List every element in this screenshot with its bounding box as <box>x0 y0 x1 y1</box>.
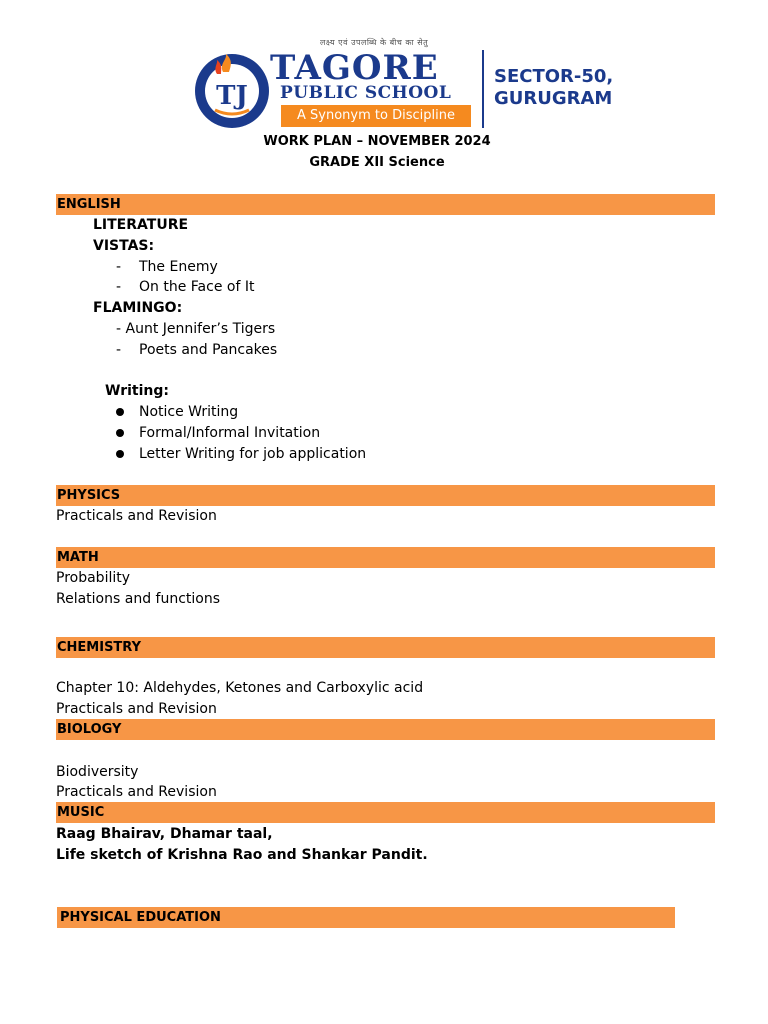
physics-line: Practicals and Revision <box>56 508 217 524</box>
writing-item: Formal/Informal Invitation <box>139 425 321 441</box>
music-line: Raag Bhairav, Dhamar taal, <box>56 826 273 842</box>
school-name-main: TAGORE <box>270 48 439 88</box>
school-name-sub: PUBLIC SCHOOL <box>280 83 452 103</box>
biology-line: Biodiversity <box>56 764 139 780</box>
page-subtitle: GRADE XII Science <box>309 155 445 170</box>
dash-marker: - <box>116 342 122 358</box>
section-heading-math: MATH <box>56 547 715 568</box>
dash-marker: - <box>116 259 122 275</box>
writing-item: Letter Writing for job application <box>139 446 367 462</box>
flamingo-item: - Aunt Jennifer’s Tigers <box>116 321 276 337</box>
bullet-icon <box>116 450 124 458</box>
svg-text:TJ: TJ <box>216 81 248 111</box>
section-heading-music: MUSIC <box>56 802 715 823</box>
bullet-icon <box>116 429 124 437</box>
section-heading-english: ENGLISH <box>56 194 715 215</box>
page-title: WORK PLAN – NOVEMBER 2024 <box>263 134 491 149</box>
school-tagline: A Synonym to Discipline <box>281 105 471 127</box>
music-line: Life sketch of Krishna Rao and Shankar Pandit. <box>56 847 428 863</box>
school-motto: लक्ष्य एवं उपलब्धि के बीच का सेतु <box>320 38 429 47</box>
english-literature-label: LITERATURE <box>93 217 189 233</box>
dash-marker: - <box>116 279 122 295</box>
section-heading-physical-education: PHYSICAL EDUCATION <box>57 907 675 928</box>
vistas-item: On the Face of It <box>139 279 255 295</box>
bullet-icon <box>116 408 124 416</box>
location-line-2: GURUGRAM <box>494 88 613 109</box>
school-emblem-logo <box>193 52 271 130</box>
english-writing-label: Writing: <box>105 383 169 399</box>
english-vistas-label: VISTAS: <box>93 238 155 254</box>
writing-item: Notice Writing <box>139 404 239 420</box>
section-heading-biology: BIOLOGY <box>56 719 715 740</box>
flamingo-item: Poets and Pancakes <box>139 342 278 358</box>
location-line-1: SECTOR-50, <box>494 66 614 87</box>
biology-line: Practicals and Revision <box>56 784 217 800</box>
math-line: Probability <box>56 570 131 586</box>
section-heading-physics: PHYSICS <box>56 485 715 506</box>
logo-divider <box>482 50 484 128</box>
chemistry-line: Practicals and Revision <box>56 701 217 717</box>
english-flamingo-label: FLAMINGO: <box>93 300 183 316</box>
vistas-item: The Enemy <box>139 259 218 275</box>
school-location <box>494 66 613 110</box>
math-line: Relations and functions <box>56 591 221 607</box>
section-heading-chemistry: CHEMISTRY <box>56 637 715 658</box>
chemistry-line: Chapter 10: Aldehydes, Ketones and Carboxylic acid <box>56 680 424 696</box>
